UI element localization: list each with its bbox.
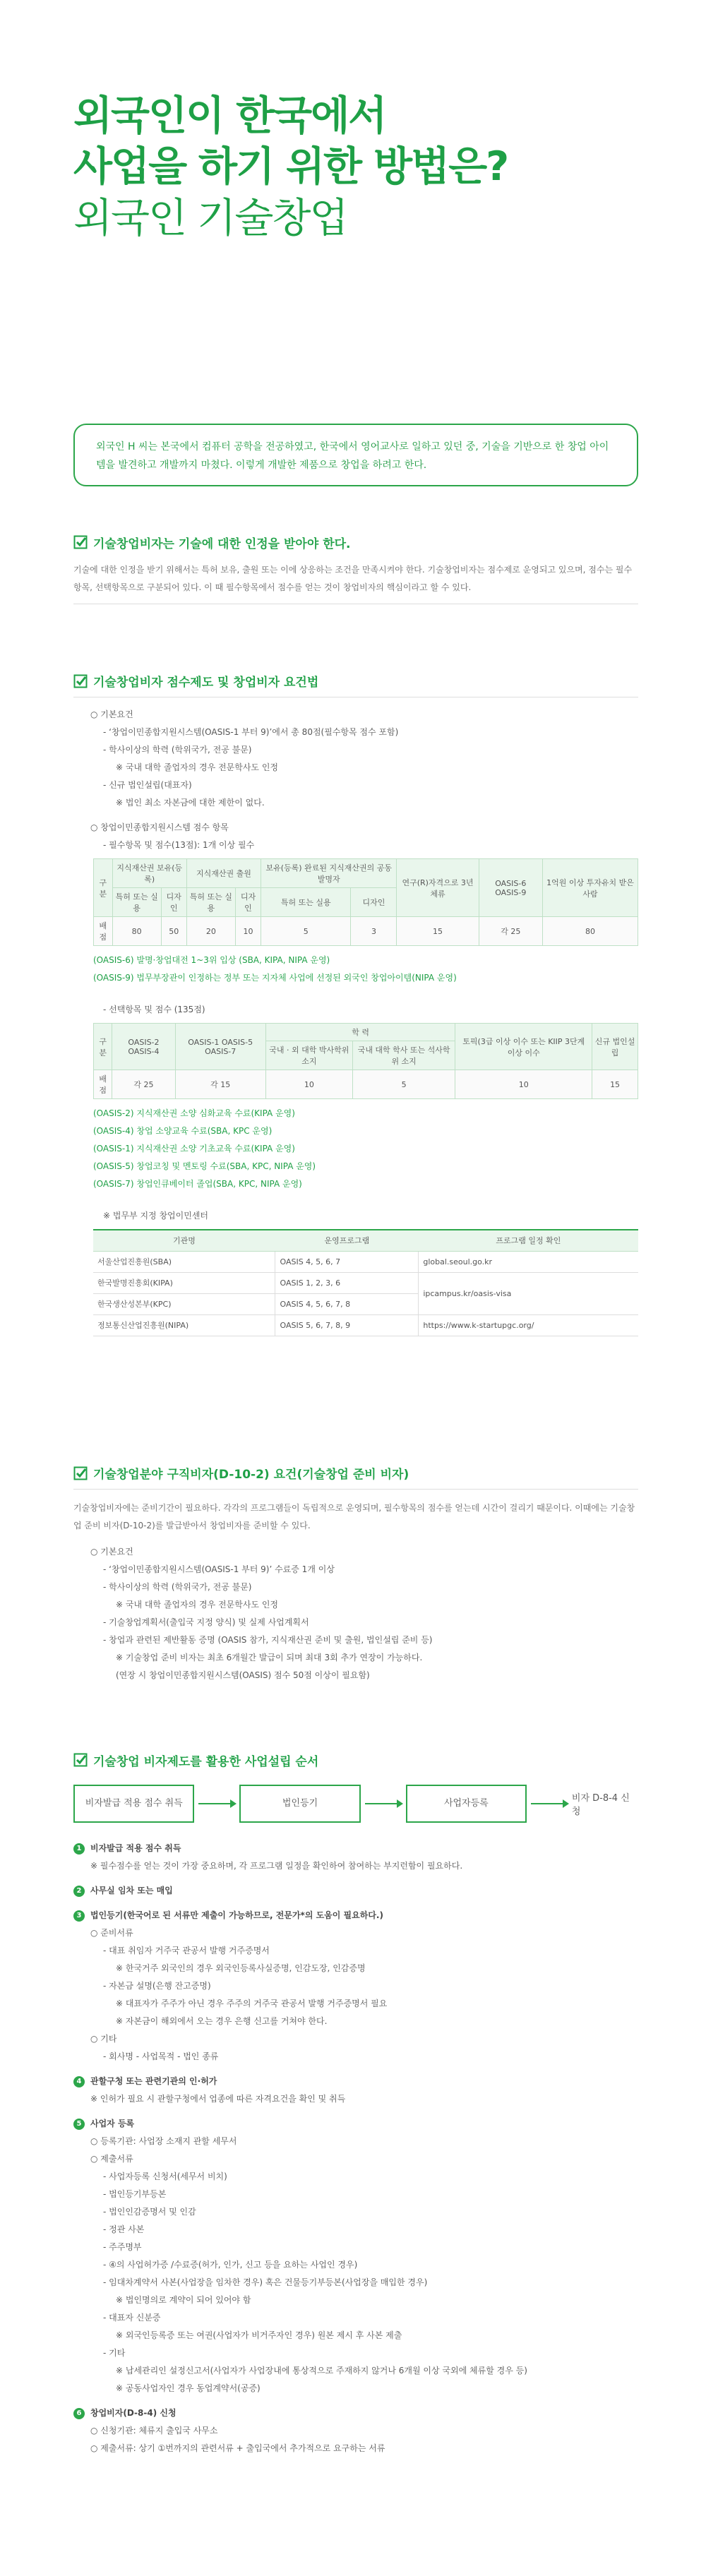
list-note: ※ 법무부 지정 창업이민센터 xyxy=(103,1211,209,1221)
list-note: ※ 국내 대학 졸업자의 경우 전문학사도 인정 xyxy=(116,762,279,772)
green-note: (OASIS-9) 법무부장관이 인정하는 정부 또는 지자체 사업에 선정된 외국인 창업아이템(NIPA 운영) xyxy=(93,973,457,983)
list-item: - ‘창업이민종합지원시스템(OASIS-1 부터 9)’ 수료증 1개 이상 xyxy=(103,1564,335,1574)
arrow-right-icon xyxy=(531,1803,568,1804)
list-item: - 대표 취임자 거주국 관공서 발행 거주증명서 xyxy=(103,1946,270,1955)
number-badge-icon: 2 xyxy=(73,1886,85,1897)
number-badge-icon: 4 xyxy=(73,2076,85,2087)
list-item: ○ 기본요건 xyxy=(90,709,133,719)
list-item: ○ 신청기관: 체류지 출입국 사무소 xyxy=(90,2426,218,2436)
list-item: ○ 제출서류: 상기 ①번까지의 관련서류 + 출입국에서 추가적으로 요구하는 서류 xyxy=(90,2443,385,2453)
flow-step-3: 사업자등록 xyxy=(406,1785,527,1823)
list-note: ※ 자본금이 해외에서 오는 경우 은행 신고를 거쳐야 한다. xyxy=(116,2016,328,2026)
list-item: - 학사이상의 학력 (학위국가, 전공 불문) xyxy=(103,745,252,755)
section-paragraph: 기술창업비자에는 준비기간이 필요하다. 각각의 프로그램들이 독립적으로 운영되며, 필수항목의 점수를 얻는데 시간이 걸리기 때문이다. 이때에는 기술창업 준비 비자(D-10-2)를 발급받아서 창업비자를 준비할 수 있다. xyxy=(73,1503,635,1530)
section-business-order xyxy=(73,1751,638,2457)
section-heading: 기술창업비자는 기술에 대한 인정을 받아야 한다. xyxy=(73,533,638,551)
title-line-2: 사업을 하기 위한 방법은? xyxy=(73,143,508,190)
arrow-right-icon xyxy=(365,1803,402,1804)
list-item: - 기타 xyxy=(103,2348,126,2358)
list-note: ※ 납세관리인 설정신고서(사업자가 사업장내에 통상적으로 주재하지 않거나 6개월 이상 국외에 체류할 경우 등) xyxy=(116,2366,527,2376)
list-item: - 회사명 - 사업목적 - 법인 종류 xyxy=(103,2051,219,2061)
list-item: - ④의 사업허가증 /수료증(허가, 인가, 신고 등을 요하는 사업인 경우) xyxy=(103,2260,358,2270)
list-note: ※ 법인명의로 계약이 되어 있어야 함 xyxy=(116,2295,251,2305)
list-item: ○ 준비서류 xyxy=(90,1928,133,1938)
green-note: (OASIS-1) 지식재산권 소양 기초교육 수료(KIPA 운영) xyxy=(93,1144,295,1154)
list-note: (연장 시 창업이민종합지원시스템(OASIS) 점수 50점 이상이 필요함) xyxy=(116,1670,370,1680)
title-block xyxy=(73,90,508,244)
list-note: ※ 인허가 필요 시 관할구청에서 업종에 따른 자격요건을 확인 및 취득 xyxy=(90,2094,346,2104)
step-heading: 2 사무실 임차 또는 매입 xyxy=(73,1882,638,1900)
section-skill-recognition xyxy=(73,533,638,604)
section-heading: 기술창업비자 점수제도 및 창업비자 요건법 xyxy=(73,672,638,697)
section-prep-visa xyxy=(73,1464,638,1684)
process-flow xyxy=(73,1785,638,1823)
list-item: - 법인등기부등본 xyxy=(103,2189,167,2199)
required-points-table: 구분 지식재산권 보유(등록) 지식재산권 출원 보유(등록) 완료된 지식재산권의 공동 발명자 연구(R)자격으로 3년 체류 OASIS-6 OASIS-9 1억원 이상 투자유치 받은 사람 특허 또는 실용 디자인 특허 또는 실용 디자인 특허 또는 실용 디자인 배점 80 50 20 10 5 3 15 각 25 80 xyxy=(93,858,638,946)
green-note: (OASIS-4) 창업 소양교육 수료(SBA, KPC 운영) xyxy=(93,1126,273,1136)
checkbox-icon xyxy=(73,1466,88,1480)
list-note: ※ 공동사업자인 경우 동업계약서(공증) xyxy=(116,2383,261,2393)
arrow-right-icon xyxy=(198,1803,235,1804)
flow-step-2: 법인등기 xyxy=(239,1785,360,1823)
list-item: - 주주명부 xyxy=(103,2242,142,2252)
list-item: ○ 기타 xyxy=(90,2034,117,2044)
list-note: ※ 기술창업 준비 비자는 최초 6개월간 발급이 되며 최대 3회 추가 연장이 가능하다. xyxy=(116,1653,423,1663)
list-item: - 신규 법인설립(대표자) xyxy=(103,780,192,790)
list-note: ※ 필수점수를 얻는 것이 가장 중요하며, 각 프로그램 일정을 확인하여 참여하는 부지런함이 필요하다. xyxy=(90,1861,463,1871)
section-heading: 기술창업분야 구직비자(D-10-2) 요건(기술창업 준비 비자) xyxy=(73,1464,638,1490)
list-item: - 임대차계약서 사본(사업장을 임차한 경우) 혹은 건물등기부등본(사업장을 매입한 경우) xyxy=(103,2277,428,2287)
list-item: ○ 기본요건 xyxy=(90,1547,133,1557)
title-subtitle: 외국인 기술창업 xyxy=(73,195,347,241)
list-note: ※ 외국인등록증 또는 여권(사업자가 비거주자인 경우) 원본 제시 후 사본 제출 xyxy=(116,2330,402,2340)
list-item: - 필수항목 및 점수(13점): 1개 이상 필수 xyxy=(103,840,255,850)
intro-box: 외국인 H 씨는 본국에서 컴퓨터 공학을 전공하였고, 한국에서 영어교사로 일하고 있던 중, 기술을 기반으로 한 창업 아이템을 발견하고 개발까지 마쳤다. 이렇게 개발한 제품으로 창업을 하려고 한다. xyxy=(73,424,638,486)
section-point-system xyxy=(73,672,638,1336)
step-heading: 1 비자발급 적용 점수 취득 xyxy=(73,1840,638,1857)
title-line-1: 외국인이 한국에서 xyxy=(73,92,386,139)
list-item: ○ 창업이민종합지원시스템 점수 항목 xyxy=(90,822,229,832)
green-note: (OASIS-5) 창업코칭 및 멘토링 수료(SBA, KPC, NIPA 운영) xyxy=(93,1161,316,1171)
list-note: ※ 대표자가 주주가 아닌 경우 주주의 거주국 관공서 발행 거주증명서 필요 xyxy=(116,1999,388,2008)
number-badge-icon: 6 xyxy=(73,2408,85,2419)
list-item: - 창업과 관련된 제반활동 증명 (OASIS 참가, 지식재산권 준비 및 출원, 법인설립 준비 등) xyxy=(103,1635,433,1645)
checkbox-icon xyxy=(73,674,88,688)
green-note: (OASIS-7) 창업인큐베이터 졸업(SBA, KPC, NIPA 운영) xyxy=(93,1179,302,1189)
list-item: - 기술창업계획서(출입국 지정 양식) 및 실제 사업계획서 xyxy=(103,1617,309,1627)
green-note: (OASIS-2) 지식재산권 소양 심화교육 수료(KIPA 운영) xyxy=(93,1108,295,1118)
step-heading: 4 관할구청 또는 관련기관의 인·허가 xyxy=(73,2073,638,2090)
step-heading: 3 법인등기(한국어로 된 서류만 제출이 가능하므로, 전문가*의 도움이 필요하다.) xyxy=(73,1907,638,1924)
list-item: - 법인인감증명서 및 인감 xyxy=(103,2207,196,2217)
list-item: - 선택항목 및 점수 (135점) xyxy=(103,1005,205,1014)
section-paragraph: 기술에 대한 인정을 받기 위해서는 특허 보유, 출원 또는 이에 상응하는 조건을 만족시켜야 한다. 기술창업비자는 점수제로 운영되고 있으며, 점수는 필수항목, 선택항목으로 구분되어 있다. 이 때 필수항목에서 점수를 얻는 것이 창업비자의 핵심이라고 할 수 있다. xyxy=(73,565,633,592)
list-item: - 자본금 설명(은행 잔고증명) xyxy=(103,1981,211,1991)
flow-step-4: 비자 D-8-4 신청 xyxy=(571,1793,630,1817)
checkbox-icon xyxy=(73,1753,88,1767)
list-item: ○ 제출서류 xyxy=(90,2154,133,2164)
checkbox-icon xyxy=(73,535,88,549)
green-note: (OASIS-6) 발명·창업대전 1~3위 입상 (SBA, KIPA, NIPA 운영) xyxy=(93,955,330,965)
number-badge-icon: 3 xyxy=(73,1910,85,1922)
number-badge-icon: 1 xyxy=(73,1843,85,1855)
step-heading: 5 사업자 등록 xyxy=(73,2115,638,2133)
list-note: ※ 한국거주 외국인의 경우 외국인등록사실증명, 인감도장, 인감증명 xyxy=(116,1963,366,1973)
list-note: ※ 국내 대학 졸업자의 경우 전문학사도 인정 xyxy=(116,1600,279,1610)
number-badge-icon: 5 xyxy=(73,2119,85,2130)
list-item: - 정관 사본 xyxy=(103,2224,145,2234)
center-table: 기관명 운영프로그램 프로그램 일정 확인 서울산업진흥원(SBA) OASIS 4, 5, 6, 7 global.seoul.go.kr 한국발명진흥회(KIPA) OASIS 1, 2, 3, 6 ipcampus.kr/oasis-visa 한국생산성본부(KPC) OASIS 4, 5, 6, 7, 8 정보통신산업진흥원(NIPA) OASIS 5, 6, 7, 8, 9 https://www.k-startupgc.org/ xyxy=(93,1229,638,1336)
list-item: - 대표자 신분증 xyxy=(103,2313,161,2323)
section-heading: 기술창업 비자제도를 활용한 사업설립 순서 xyxy=(73,1751,638,1769)
optional-points-table: 구분 OASIS-2 OASIS-4 OASIS-1 OASIS-5 OASIS-7 학 력 토픽(3급 이상 이수 또는 KIIP 3단계 이상 이수 신규 법인설립 국내 · 외 대학 박사학위 소지 국내 대학 학사 또는 석사학위 소지 배점 각 25 각 15 10 5 10 15 xyxy=(93,1023,638,1099)
list-item: - 학사이상의 학력 (학위국가, 전공 불문) xyxy=(103,1582,252,1592)
flow-step-1: 비자발급 적용 점수 취득 xyxy=(73,1785,194,1823)
list-item: ○ 등록기관: 사업장 소재지 관할 세무서 xyxy=(90,2136,237,2146)
list-note: ※ 법인 최소 자본금에 대한 제한이 없다. xyxy=(116,798,265,808)
list-item: - ‘창업이민종합지원시스템(OASIS-1 부터 9)’에서 총 80점(필수항목 점수 포함) xyxy=(103,727,399,737)
step-heading: 6 창업비자(D-8-4) 신청 xyxy=(73,2404,638,2422)
list-item: - 사업자등록 신청서(세무서 비치) xyxy=(103,2171,227,2181)
